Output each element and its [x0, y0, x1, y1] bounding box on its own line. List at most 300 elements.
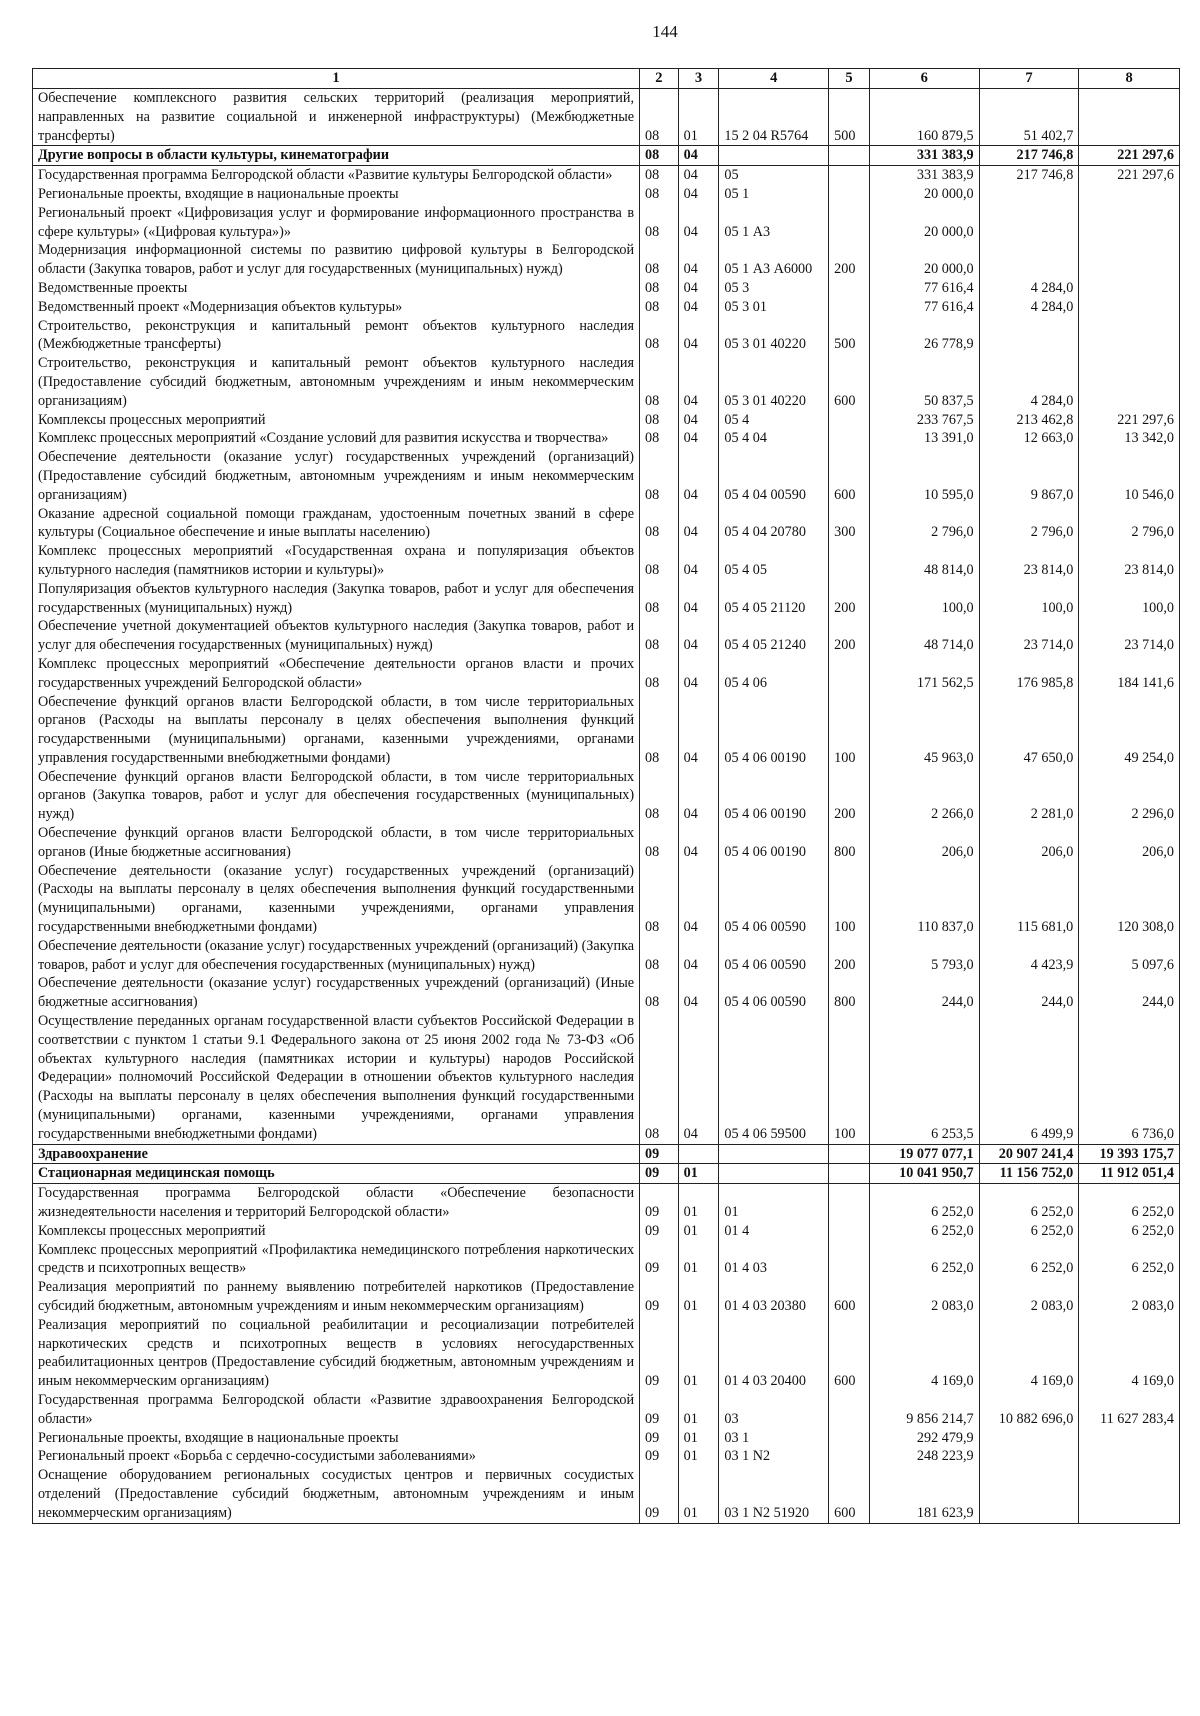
subsection-code-cell: 04 — [678, 655, 719, 693]
expense-type-code-cell — [829, 429, 870, 448]
target-article-code-cell: 05 4 06 00590 — [719, 974, 829, 1012]
amount-2027-cell: 184 141,6 — [1079, 655, 1180, 693]
target-article-code-cell: 05 1 А3 — [719, 204, 829, 242]
expense-type-code-cell — [829, 1241, 870, 1279]
subsection-code-cell: 01 — [678, 1222, 719, 1241]
table-row — [33, 298, 1180, 317]
target-article-code-cell: 05 4 04 20780 — [719, 505, 829, 543]
amount-2025-cell: 9 856 214,7 — [869, 1391, 979, 1429]
subsection-code-cell: 01 — [678, 1429, 719, 1448]
table-row — [33, 862, 1180, 937]
target-article-code-cell: 03 1 N2 51920 — [719, 1466, 829, 1523]
header-col-8: 8 — [1079, 69, 1180, 89]
table-row — [33, 824, 1180, 862]
amount-2025-cell: 233 767,5 — [869, 411, 979, 430]
expense-type-code-cell — [829, 166, 870, 185]
subsection-code-cell: 04 — [678, 448, 719, 504]
expense-type-code-cell — [829, 542, 870, 580]
section-code-cell: 08 — [640, 411, 679, 430]
row-name-cell: Государственная программа Белгородской области «Развитие здравоохранения Белгородской области» — [33, 1391, 640, 1429]
row-name-cell: Обеспечение функций органов власти Белгородской области, в том числе территориальных органов (Закупка товаров, работ и услуг для обеспечения государственных (муниципальных) нужд) — [33, 768, 640, 824]
table-header — [33, 69, 1180, 89]
amount-2025-cell: 6 252,0 — [869, 1222, 979, 1241]
expense-type-code-cell — [829, 1164, 870, 1184]
table-row — [33, 429, 1180, 448]
amount-2026-cell: 6 499,9 — [979, 1012, 1079, 1144]
target-article-code-cell: 01 4 — [719, 1222, 829, 1241]
amount-2027-cell: 5 097,6 — [1079, 937, 1180, 975]
expense-type-code-cell: 600 — [829, 1316, 870, 1391]
subsection-code-cell: 01 — [678, 89, 719, 146]
header-col-6: 6 — [869, 69, 979, 89]
expense-type-code-cell — [829, 1144, 870, 1164]
amount-2027-cell — [1079, 1447, 1180, 1466]
row-name-cell: Здравоохранение — [33, 1144, 640, 1164]
subsection-code-cell: 04 — [678, 298, 719, 317]
amount-2026-cell — [979, 1447, 1079, 1466]
row-name-cell: Комплекс процессных мероприятий «Государственная охрана и популяризация объектов культурного наследия (памятников истории и культуры)» — [33, 542, 640, 580]
section-code-cell: 08 — [640, 354, 679, 410]
amount-2027-cell — [1079, 89, 1180, 146]
target-article-code-cell: 05 3 01 — [719, 298, 829, 317]
section-code-cell: 08 — [640, 317, 679, 355]
amount-2025-cell: 45 963,0 — [869, 693, 979, 768]
section-total-row — [33, 1164, 1180, 1184]
amount-2025-cell: 2 266,0 — [869, 768, 979, 824]
expense-type-code-cell — [829, 146, 870, 166]
section-code-cell: 08 — [640, 279, 679, 298]
amount-2026-cell: 176 985,8 — [979, 655, 1079, 693]
row-name-cell: Комплексы процессных мероприятий — [33, 1222, 640, 1241]
target-article-code-cell: 05 4 05 — [719, 542, 829, 580]
subsection-code-cell: 01 — [678, 1164, 719, 1184]
target-article-code-cell: 01 4 03 — [719, 1241, 829, 1279]
amount-2026-cell: 2 796,0 — [979, 505, 1079, 543]
amount-2025-cell: 331 383,9 — [869, 166, 979, 185]
target-article-code-cell: 03 1 N2 — [719, 1447, 829, 1466]
row-name-cell: Обеспечение деятельности (оказание услуг) государственных учреждений (организаций) (Расходы на выплаты персоналу в целях обеспечения выполнения функций государственными (муниципальными) органами, казенными учреждениями, органами управления государственными внебюджетными фондами) — [33, 862, 640, 937]
table-row — [33, 89, 1180, 146]
section-code-cell: 08 — [640, 298, 679, 317]
amount-2025-cell: 20 000,0 — [869, 185, 979, 204]
table-row — [33, 1466, 1180, 1523]
table-row — [33, 1278, 1180, 1316]
expense-type-code-cell — [829, 185, 870, 204]
amount-2027-cell: 6 252,0 — [1079, 1241, 1180, 1279]
amount-2025-cell: 244,0 — [869, 974, 979, 1012]
amount-2027-cell: 2 083,0 — [1079, 1278, 1180, 1316]
row-name-cell: Строительство, реконструкция и капитальный ремонт объектов культурного наследия (Межбюджетные трансферты) — [33, 317, 640, 355]
amount-2025-cell: 5 793,0 — [869, 937, 979, 975]
section-code-cell: 08 — [640, 824, 679, 862]
amount-2026-cell: 4 423,9 — [979, 937, 1079, 975]
amount-2027-cell: 206,0 — [1079, 824, 1180, 862]
amount-2025-cell: 100,0 — [869, 580, 979, 618]
table-row — [33, 1391, 1180, 1429]
table-row — [33, 166, 1180, 185]
expense-type-code-cell — [829, 1429, 870, 1448]
expense-type-code-cell — [829, 655, 870, 693]
table-row — [33, 1222, 1180, 1241]
row-name-cell: Ведомственные проекты — [33, 279, 640, 298]
section-code-cell: 08 — [640, 617, 679, 655]
section-code-cell: 08 — [640, 185, 679, 204]
header-col-3: 3 — [678, 69, 719, 89]
header-col-4: 4 — [719, 69, 829, 89]
amount-2027-cell: 23 714,0 — [1079, 617, 1180, 655]
table-row — [33, 768, 1180, 824]
row-name-cell: Другие вопросы в области культуры, кинематографии — [33, 146, 640, 166]
subsection-code-cell: 04 — [678, 146, 719, 166]
amount-2026-cell: 51 402,7 — [979, 89, 1079, 146]
amount-2026-cell: 2 281,0 — [979, 768, 1079, 824]
row-name-cell: Оснащение оборудованием региональных сосудистых центров и первичных сосудистых отделений (Предоставление субсидий бюджетным, автономным учреждениям и иным некоммерческим организациям) — [33, 1466, 640, 1523]
amount-2027-cell: 19 393 175,7 — [1079, 1144, 1180, 1164]
amount-2025-cell: 50 837,5 — [869, 354, 979, 410]
target-article-code-cell: 05 4 06 00590 — [719, 862, 829, 937]
subsection-code-cell: 01 — [678, 1447, 719, 1466]
amount-2027-cell: 11 912 051,4 — [1079, 1164, 1180, 1184]
row-name-cell: Строительство, реконструкция и капитальный ремонт объектов культурного наследия (Предоставление субсидий бюджетным, автономным учреждениям и иным некоммерческим организациям) — [33, 354, 640, 410]
amount-2025-cell: 20 000,0 — [869, 204, 979, 242]
subsection-code-cell: 01 — [678, 1391, 719, 1429]
row-name-cell: Обеспечение деятельности (оказание услуг) государственных учреждений (организаций) (Закупка товаров, работ и услуг для обеспечения государственных (муниципальных) нужд) — [33, 937, 640, 975]
amount-2027-cell: 6 252,0 — [1079, 1184, 1180, 1222]
target-article-code-cell: 05 4 06 — [719, 655, 829, 693]
table-row — [33, 1184, 1180, 1222]
amount-2025-cell: 181 623,9 — [869, 1466, 979, 1523]
target-article-code-cell: 05 4 06 00190 — [719, 693, 829, 768]
amount-2025-cell: 19 077 077,1 — [869, 1144, 979, 1164]
subsection-code-cell: 04 — [678, 824, 719, 862]
table-row — [33, 655, 1180, 693]
row-name-cell: Комплекс процессных мероприятий «Обеспечение деятельности органов власти и прочих государственных учреждений Белгородской области» — [33, 655, 640, 693]
amount-2027-cell: 221 297,6 — [1079, 411, 1180, 430]
target-article-code-cell: 01 — [719, 1184, 829, 1222]
header-col-2: 2 — [640, 69, 679, 89]
amount-2025-cell: 77 616,4 — [869, 279, 979, 298]
amount-2026-cell: 6 252,0 — [979, 1184, 1079, 1222]
expense-type-code-cell — [829, 1184, 870, 1222]
expense-type-code-cell — [829, 279, 870, 298]
table-row — [33, 279, 1180, 298]
amount-2026-cell: 23 814,0 — [979, 542, 1079, 580]
amount-2027-cell: 49 254,0 — [1079, 693, 1180, 768]
amount-2027-cell: 100,0 — [1079, 580, 1180, 618]
subsection-code-cell — [678, 1144, 719, 1164]
table-row — [33, 505, 1180, 543]
subsection-code-cell: 04 — [678, 693, 719, 768]
target-article-code-cell: 05 — [719, 166, 829, 185]
subsection-code-cell: 04 — [678, 279, 719, 298]
subsection-code-cell: 04 — [678, 542, 719, 580]
amount-2026-cell: 4 284,0 — [979, 298, 1079, 317]
section-code-cell: 09 — [640, 1184, 679, 1222]
row-name-cell: Комплекс процессных мероприятий «Создание условий для развития искусства и творчества» — [33, 429, 640, 448]
amount-2026-cell: 12 663,0 — [979, 429, 1079, 448]
table-row — [33, 411, 1180, 430]
row-name-cell: Обеспечение учетной документацией объектов культурного наследия (Закупка товаров, работ и услуг для обеспечения государственных (муниципальных) нужд) — [33, 617, 640, 655]
amount-2026-cell: 4 284,0 — [979, 279, 1079, 298]
amount-2027-cell: 11 627 283,4 — [1079, 1391, 1180, 1429]
row-name-cell: Модернизация информационной системы по развитию цифровой культуры в Белгородской области (Закупка товаров, работ и услуг для государственных (муниципальных) нужд) — [33, 241, 640, 279]
amount-2026-cell: 6 252,0 — [979, 1222, 1079, 1241]
expense-type-code-cell: 600 — [829, 354, 870, 410]
amount-2027-cell — [1079, 1429, 1180, 1448]
amount-2026-cell: 206,0 — [979, 824, 1079, 862]
section-code-cell: 08 — [640, 89, 679, 146]
subsection-code-cell: 04 — [678, 862, 719, 937]
target-article-code-cell: 03 — [719, 1391, 829, 1429]
amount-2026-cell: 6 252,0 — [979, 1241, 1079, 1279]
expense-type-code-cell: 200 — [829, 937, 870, 975]
table-row — [33, 1447, 1180, 1466]
table-row — [33, 185, 1180, 204]
table-row — [33, 693, 1180, 768]
table-row — [33, 1316, 1180, 1391]
row-name-cell: Стационарная медицинская помощь — [33, 1164, 640, 1184]
table-row — [33, 937, 1180, 975]
row-name-cell: Региональный проект «Цифровизация услуг и формирование информационного пространства в сфере культуры» («Цифровая культура»)» — [33, 204, 640, 242]
target-article-code-cell: 03 1 — [719, 1429, 829, 1448]
row-name-cell: Комплекс процессных мероприятий «Профилактика немедицинского потребления наркотических средств и психотропных веществ» — [33, 1241, 640, 1279]
section-code-cell: 08 — [640, 542, 679, 580]
target-article-code-cell — [719, 146, 829, 166]
amount-2026-cell — [979, 1466, 1079, 1523]
amount-2026-cell: 244,0 — [979, 974, 1079, 1012]
subsection-code-cell: 04 — [678, 204, 719, 242]
section-code-cell: 08 — [640, 580, 679, 618]
expense-type-code-cell: 200 — [829, 617, 870, 655]
expense-type-code-cell: 600 — [829, 1466, 870, 1523]
expense-type-code-cell — [829, 1447, 870, 1466]
amount-2025-cell: 292 479,9 — [869, 1429, 979, 1448]
amount-2025-cell: 26 778,9 — [869, 317, 979, 355]
amount-2026-cell: 217 746,8 — [979, 146, 1079, 166]
row-name-cell: Реализация мероприятий по раннему выявлению потребителей наркотиков (Предоставление субсидий бюджетным, автономным учреждениям и иным некоммерческим организациям) — [33, 1278, 640, 1316]
section-code-cell: 08 — [640, 241, 679, 279]
expense-type-code-cell — [829, 411, 870, 430]
amount-2027-cell: 2 796,0 — [1079, 505, 1180, 543]
row-name-cell: Осуществление переданных органам государственной власти субъектов Российской Федерации в соответствии с пунктом 1 статьи 9.1 Федерального закона от 25 июня 2002 года № 73-ФЗ «Об объектах культурного наследия (памятниках истории и культуры) народов Российской Федерации» полномочий Российской Федерации в отношении объектов культурного наследия (Расходы на выплаты персоналу в целях обеспечения выполнения функций государственными (муниципальными) органами, казенными учреждениями, органами управления государственными внебюджетными фондами) — [33, 1012, 640, 1144]
amount-2027-cell — [1079, 298, 1180, 317]
target-article-code-cell — [719, 1164, 829, 1184]
section-code-cell: 09 — [640, 1429, 679, 1448]
row-name-cell: Обеспечение функций органов власти Белгородской области, в том числе территориальных органов (Расходы на выплаты персоналу в целях обеспечения выполнения функций государственными (муниципальными) органами, казенными учреждениями, органами управления государственными внебюджетными фондами) — [33, 693, 640, 768]
amount-2026-cell: 213 462,8 — [979, 411, 1079, 430]
amount-2025-cell: 4 169,0 — [869, 1316, 979, 1391]
amount-2025-cell: 20 000,0 — [869, 241, 979, 279]
section-code-cell: 09 — [640, 1278, 679, 1316]
amount-2027-cell: 4 169,0 — [1079, 1316, 1180, 1391]
amount-2025-cell: 160 879,5 — [869, 89, 979, 146]
amount-2025-cell: 331 383,9 — [869, 146, 979, 166]
amount-2026-cell: 10 882 696,0 — [979, 1391, 1079, 1429]
table-body — [33, 89, 1180, 1524]
target-article-code-cell: 05 4 06 59500 — [719, 1012, 829, 1144]
row-name-cell: Государственная программа Белгородской области «Обеспечение безопасности жизнедеятельности населения и территорий Белгородской области» — [33, 1184, 640, 1222]
amount-2025-cell: 2 796,0 — [869, 505, 979, 543]
row-name-cell: Государственная программа Белгородской области «Развитие культуры Белгородской области» — [33, 166, 640, 185]
row-name-cell: Комплексы процессных мероприятий — [33, 411, 640, 430]
section-code-cell: 08 — [640, 448, 679, 504]
subsection-code-cell: 04 — [678, 937, 719, 975]
section-code-cell: 09 — [640, 1391, 679, 1429]
section-code-cell: 08 — [640, 655, 679, 693]
amount-2025-cell: 110 837,0 — [869, 862, 979, 937]
row-name-cell: Обеспечение деятельности (оказание услуг) государственных учреждений (организаций) (Иные бюджетные ассигнования) — [33, 974, 640, 1012]
amount-2025-cell: 6 252,0 — [869, 1241, 979, 1279]
amount-2026-cell — [979, 185, 1079, 204]
amount-2026-cell: 115 681,0 — [979, 862, 1079, 937]
section-code-cell: 08 — [640, 146, 679, 166]
amount-2027-cell: 13 342,0 — [1079, 429, 1180, 448]
expense-type-code-cell — [829, 204, 870, 242]
table-row — [33, 354, 1180, 410]
amount-2026-cell: 4 169,0 — [979, 1316, 1079, 1391]
section-code-cell: 08 — [640, 974, 679, 1012]
amount-2027-cell: 221 297,6 — [1079, 166, 1180, 185]
section-total-row — [33, 1144, 1180, 1164]
amount-2027-cell — [1079, 185, 1180, 204]
expense-type-code-cell: 300 — [829, 505, 870, 543]
amount-2025-cell: 206,0 — [869, 824, 979, 862]
amount-2025-cell: 48 814,0 — [869, 542, 979, 580]
amount-2025-cell: 10 041 950,7 — [869, 1164, 979, 1184]
amount-2026-cell: 2 083,0 — [979, 1278, 1079, 1316]
table-row — [33, 580, 1180, 618]
expense-type-code-cell: 100 — [829, 693, 870, 768]
subsection-code-cell: 04 — [678, 974, 719, 1012]
amount-2026-cell: 23 714,0 — [979, 617, 1079, 655]
amount-2025-cell: 13 391,0 — [869, 429, 979, 448]
amount-2027-cell: 221 297,6 — [1079, 146, 1180, 166]
amount-2025-cell: 48 714,0 — [869, 617, 979, 655]
budget-table — [32, 68, 1180, 1524]
amount-2027-cell: 2 296,0 — [1079, 768, 1180, 824]
expense-type-code-cell: 800 — [829, 824, 870, 862]
amount-2027-cell: 23 814,0 — [1079, 542, 1180, 580]
amount-2025-cell: 2 083,0 — [869, 1278, 979, 1316]
subsection-code-cell: 04 — [678, 317, 719, 355]
section-code-cell: 09 — [640, 1164, 679, 1184]
amount-2025-cell: 77 616,4 — [869, 298, 979, 317]
amount-2026-cell: 9 867,0 — [979, 448, 1079, 504]
amount-2027-cell: 6 736,0 — [1079, 1012, 1180, 1144]
table-row — [33, 1241, 1180, 1279]
expense-type-code-cell — [829, 298, 870, 317]
target-article-code-cell: 01 4 03 20400 — [719, 1316, 829, 1391]
subsection-code-cell: 01 — [678, 1241, 719, 1279]
amount-2027-cell — [1079, 317, 1180, 355]
table-row — [33, 542, 1180, 580]
expense-type-code-cell: 500 — [829, 317, 870, 355]
target-article-code-cell: 01 4 03 20380 — [719, 1278, 829, 1316]
subsection-code-cell: 04 — [678, 411, 719, 430]
amount-2026-cell — [979, 1429, 1079, 1448]
target-article-code-cell: 05 4 04 00590 — [719, 448, 829, 504]
table-row — [33, 1012, 1180, 1144]
expense-type-code-cell: 200 — [829, 768, 870, 824]
row-name-cell: Оказание адресной социальной помощи гражданам, удостоенным почетных званий в сфере культуры (Социальное обеспечение и иные выплаты населению) — [33, 505, 640, 543]
section-code-cell: 08 — [640, 693, 679, 768]
subsection-code-cell: 04 — [678, 617, 719, 655]
section-code-cell: 09 — [640, 1222, 679, 1241]
target-article-code-cell: 05 3 01 40220 — [719, 354, 829, 410]
amount-2025-cell: 10 595,0 — [869, 448, 979, 504]
table-row — [33, 448, 1180, 504]
amount-2026-cell: 4 284,0 — [979, 354, 1079, 410]
target-article-code-cell: 05 1 А3 А6000 — [719, 241, 829, 279]
amount-2027-cell: 244,0 — [1079, 974, 1180, 1012]
target-article-code-cell — [719, 1144, 829, 1164]
expense-type-code-cell: 100 — [829, 1012, 870, 1144]
expense-type-code-cell: 200 — [829, 580, 870, 618]
target-article-code-cell: 05 3 01 40220 — [719, 317, 829, 355]
section-code-cell: 09 — [640, 1144, 679, 1164]
expense-type-code-cell: 200 — [829, 241, 870, 279]
amount-2025-cell: 248 223,9 — [869, 1447, 979, 1466]
row-name-cell: Обеспечение функций органов власти Белгородской области, в том числе территориальных органов (Иные бюджетные ассигнования) — [33, 824, 640, 862]
subsection-code-cell: 01 — [678, 1316, 719, 1391]
amount-2026-cell: 47 650,0 — [979, 693, 1079, 768]
section-code-cell: 08 — [640, 862, 679, 937]
section-code-cell: 09 — [640, 1466, 679, 1523]
section-code-cell: 09 — [640, 1241, 679, 1279]
expense-type-code-cell: 500 — [829, 89, 870, 146]
subsection-code-cell: 04 — [678, 580, 719, 618]
row-name-cell: Региональные проекты, входящие в национальные проекты — [33, 185, 640, 204]
row-name-cell: Обеспечение комплексного развития сельских территорий (реализация мероприятий, направленных на развитие социальной и инженерной инфраструктуры) (Межбюджетные трансферты) — [33, 89, 640, 146]
header-col-1: 1 — [33, 69, 640, 89]
target-article-code-cell: 15 2 04 R5764 — [719, 89, 829, 146]
header-col-5: 5 — [829, 69, 870, 89]
target-article-code-cell: 05 3 — [719, 279, 829, 298]
page-number: 144 — [652, 22, 678, 41]
subsection-code-cell: 04 — [678, 241, 719, 279]
expense-type-code-cell — [829, 1222, 870, 1241]
subsection-code-cell: 01 — [678, 1184, 719, 1222]
amount-2025-cell: 6 252,0 — [869, 1184, 979, 1222]
target-article-code-cell: 05 4 05 21120 — [719, 580, 829, 618]
expense-type-code-cell: 800 — [829, 974, 870, 1012]
section-code-cell: 08 — [640, 166, 679, 185]
row-name-cell: Ведомственный проект «Модернизация объектов культуры» — [33, 298, 640, 317]
row-name-cell: Региональный проект «Борьба с сердечно-сосудистыми заболеваниями» — [33, 1447, 640, 1466]
table-row — [33, 241, 1180, 279]
section-code-cell: 08 — [640, 505, 679, 543]
row-name-cell: Популяризация объектов культурного наследия (Закупка товаров, работ и услуг для обеспечения государственных (муниципальных) нужд) — [33, 580, 640, 618]
subsection-code-cell: 04 — [678, 768, 719, 824]
subsection-code-cell: 01 — [678, 1278, 719, 1316]
table-row — [33, 317, 1180, 355]
section-code-cell: 08 — [640, 204, 679, 242]
subsection-code-cell: 04 — [678, 1012, 719, 1144]
section-code-cell: 08 — [640, 937, 679, 975]
amount-2027-cell — [1079, 354, 1180, 410]
expense-type-code-cell: 600 — [829, 448, 870, 504]
target-article-code-cell: 05 4 06 00190 — [719, 824, 829, 862]
amount-2026-cell — [979, 204, 1079, 242]
amount-2026-cell: 20 907 241,4 — [979, 1144, 1079, 1164]
amount-2026-cell: 217 746,8 — [979, 166, 1079, 185]
amount-2025-cell: 171 562,5 — [869, 655, 979, 693]
amount-2026-cell — [979, 317, 1079, 355]
expense-type-code-cell — [829, 1391, 870, 1429]
amount-2026-cell: 11 156 752,0 — [979, 1164, 1079, 1184]
target-article-code-cell: 05 4 — [719, 411, 829, 430]
amount-2027-cell: 6 252,0 — [1079, 1222, 1180, 1241]
